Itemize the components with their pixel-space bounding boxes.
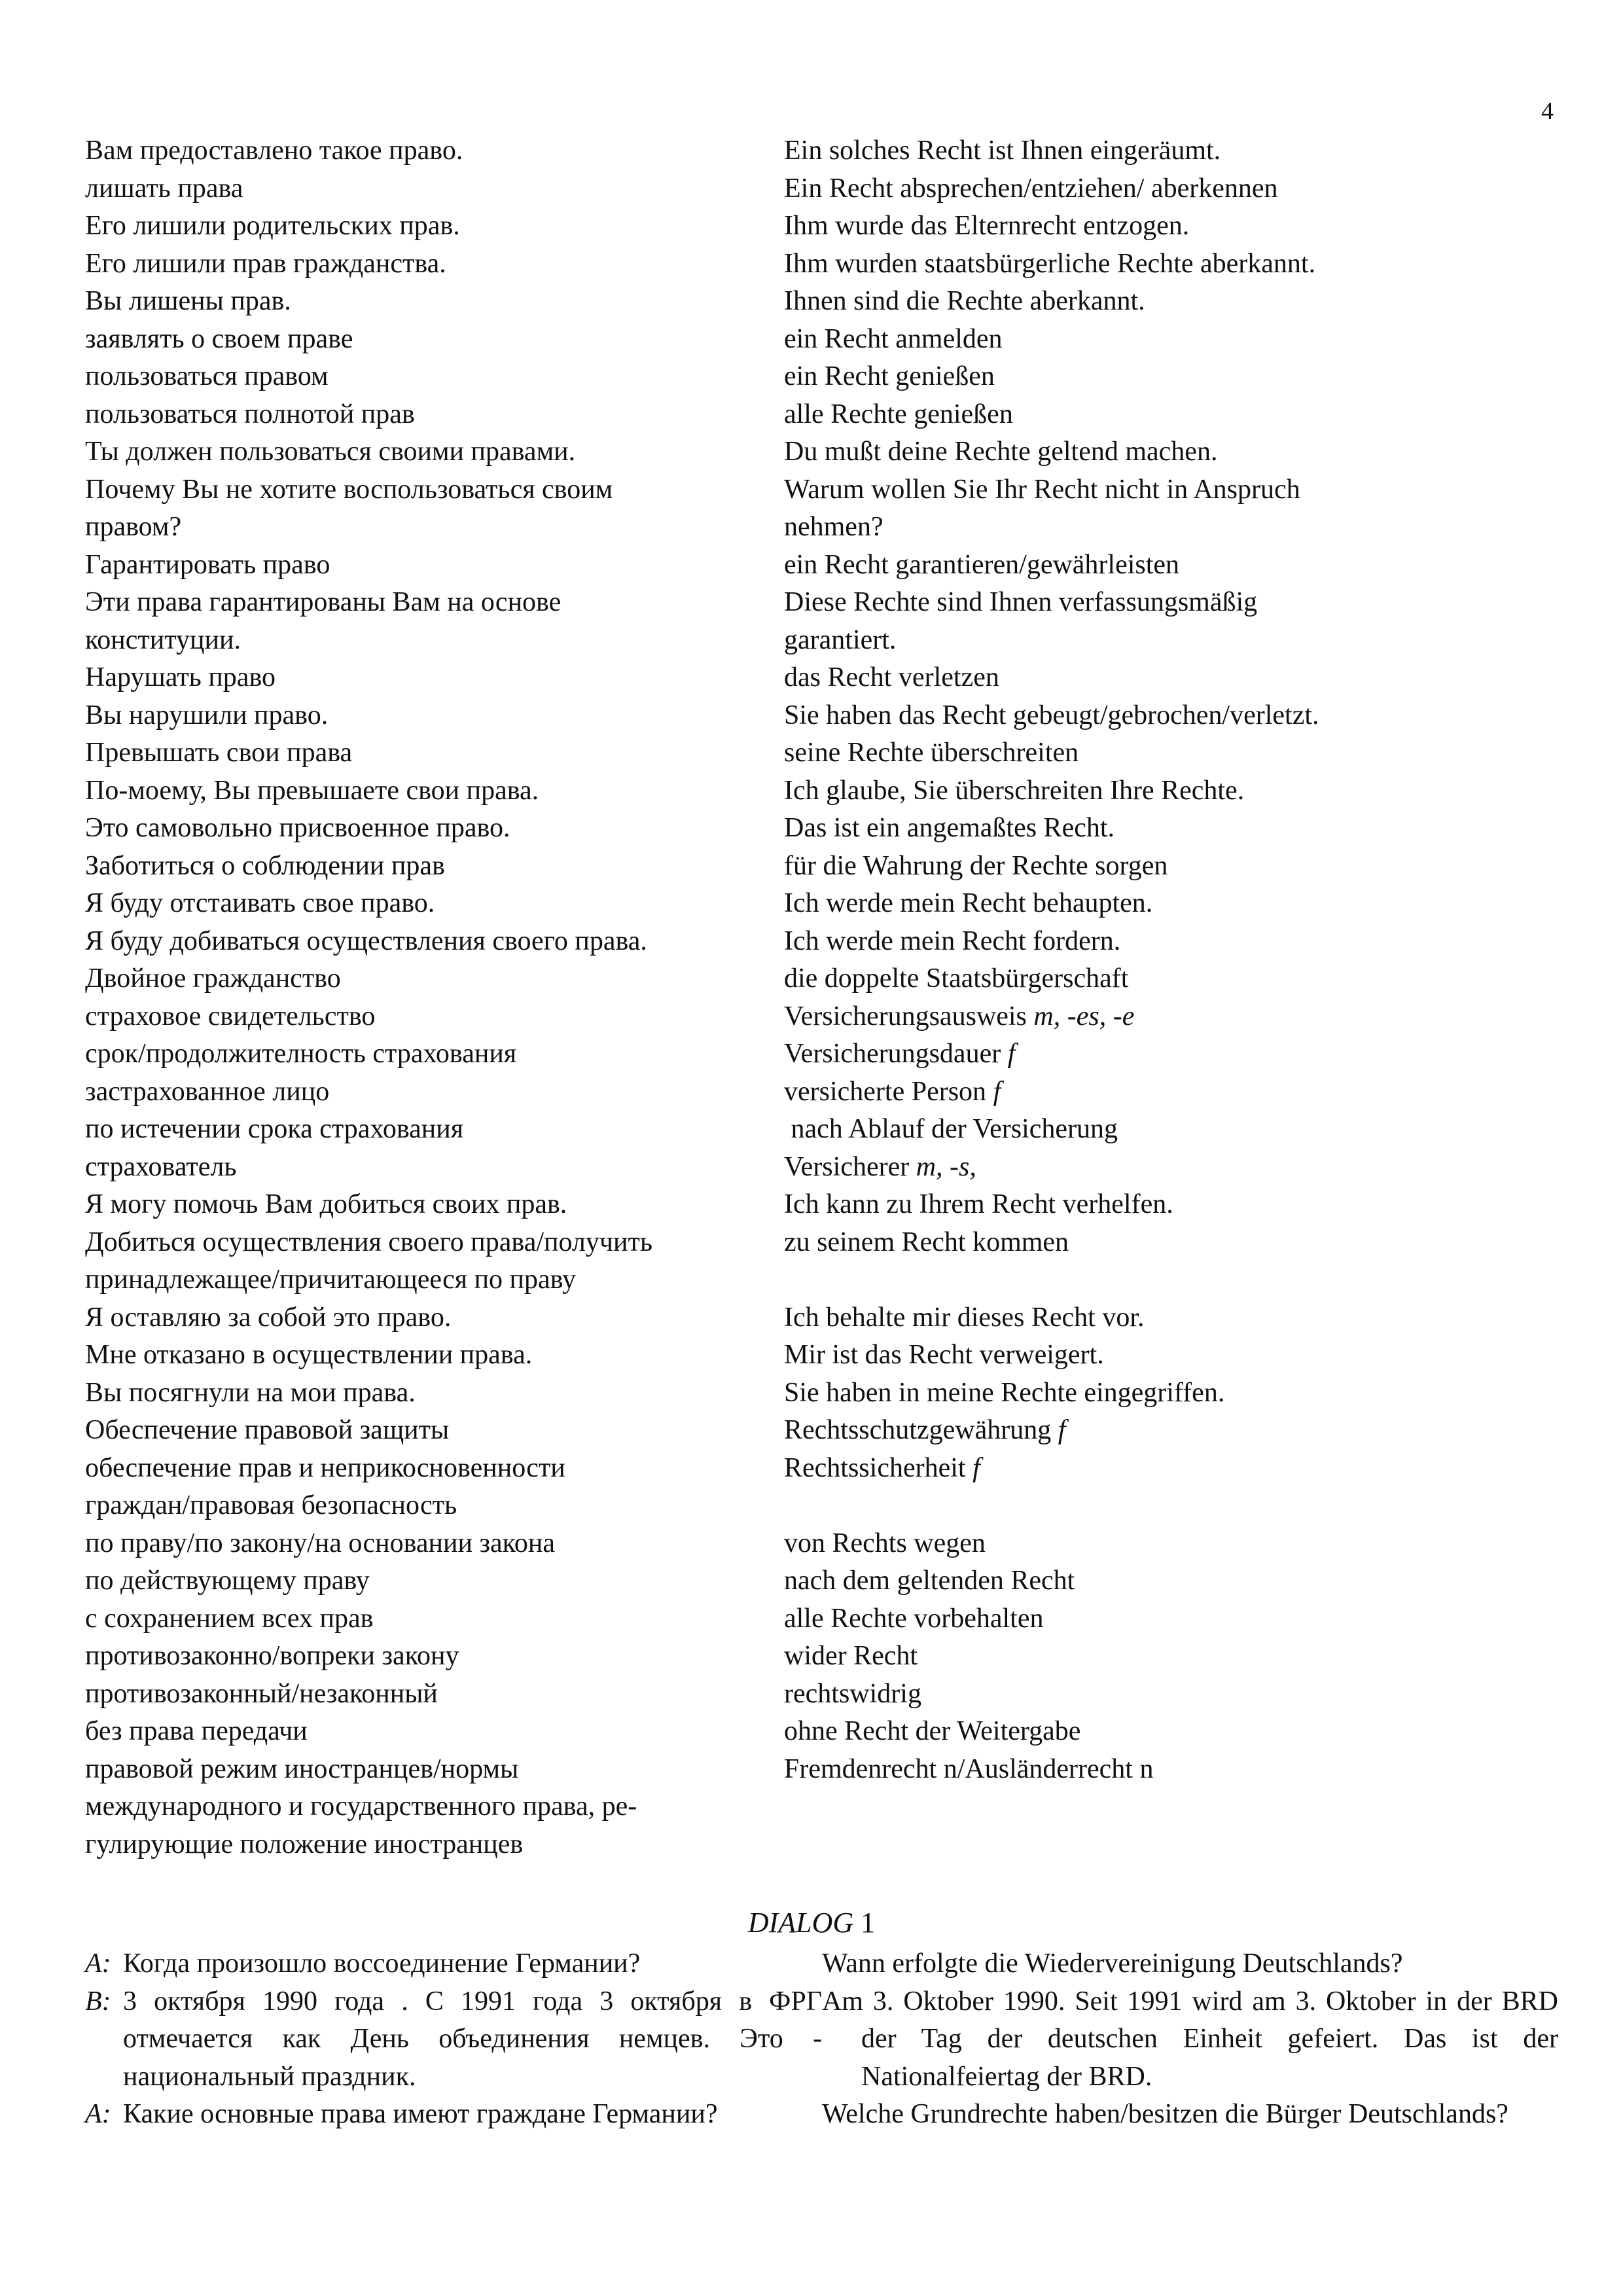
vocab-row	[85, 998, 1492, 1036]
russian-line: Заботиться о соблюдении прав	[85, 850, 445, 881]
speaker-label: A:	[85, 1948, 111, 1979]
russian-phrase	[85, 885, 784, 923]
german-phrase	[784, 471, 1492, 547]
russian-phrase	[85, 1374, 784, 1412]
russian-phrase	[85, 734, 784, 772]
vocab-row	[85, 659, 1492, 697]
german-line: Ich werde mein Recht fordern.	[784, 925, 1121, 956]
russian-line: пользоваться полнотой прав	[85, 399, 415, 429]
russian-line: по праву/по закону/на основании закона	[85, 1528, 556, 1558]
russian-line: по истечении срока страхования	[85, 1114, 464, 1144]
russian-phrase	[85, 1035, 784, 1073]
german-phrase	[784, 810, 1492, 848]
russian-phrase	[85, 1412, 784, 1450]
german-phrase	[784, 170, 1492, 208]
german-line: das Recht verletzen	[784, 662, 999, 692]
dialog-russian-text: Когда произошло воссоединение Германии?	[123, 1948, 641, 1979]
russian-line: По-моему, Вы превышаете свои права.	[85, 775, 539, 806]
german-line: Sie haben das Recht gebeugt/gebrochen/verletzt.	[784, 700, 1319, 730]
vocab-row	[85, 1336, 1492, 1374]
vocab-row	[85, 245, 1492, 283]
vocab-row	[85, 885, 1492, 923]
grammar-note: f	[965, 1452, 980, 1483]
russian-phrase	[85, 1525, 784, 1563]
russian-line: Я буду добиваться осуществления своего права.	[85, 925, 647, 956]
russian-phrase	[85, 547, 784, 584]
german-line: zu seinem Recht kommen	[784, 1227, 1069, 1257]
german-line: für die Wahrung der Rechte sorgen	[784, 850, 1168, 881]
russian-line: Вы посягнули на мои права.	[85, 1377, 416, 1408]
russian-phrase	[85, 132, 784, 170]
german-phrase	[784, 1073, 1492, 1111]
grammar-note: f	[986, 1076, 1001, 1107]
german-phrase	[784, 207, 1492, 245]
german-line: nach Ablauf der Versicherung	[784, 1114, 1118, 1144]
german-line: Ihm wurden staatsbürgerliche Rechte aberkannt.	[784, 248, 1316, 279]
russian-line: Вам предоставлено такое право.	[85, 135, 463, 166]
russian-line: Его лишили родительских прав.	[85, 211, 460, 241]
german-phrase	[784, 547, 1492, 584]
russian-phrase	[85, 1676, 784, 1713]
vocab-row	[85, 1412, 1492, 1450]
vocab-row	[85, 1149, 1492, 1187]
russian-phrase	[85, 1450, 784, 1525]
russian-line: Я буду отстаивать свое право.	[85, 888, 435, 918]
dialog-russian-text: 3 октября 1990 года . С 1991 года 3 октября в ФРГ отмечается как День объединения немцев. Это - национальный праздник.	[123, 1986, 822, 2092]
german-phrase	[784, 848, 1492, 886]
russian-line: противозаконный/незаконный	[85, 1678, 438, 1709]
russian-line: Вы лишены прав.	[85, 286, 291, 316]
german-line: Ich glaube, Sie überschreiten Ihre Rechte.	[784, 775, 1245, 806]
russian-line: правом?	[85, 512, 182, 542]
vocab-row	[85, 810, 1492, 848]
german-line: die doppelte Staatsbürgerschaft	[784, 963, 1129, 994]
dialog-turn	[85, 2096, 1508, 2134]
russian-phrase	[85, 283, 784, 321]
vocab-row	[85, 848, 1492, 886]
german-phrase	[784, 321, 1492, 359]
grammar-note: m, -es, -e	[1026, 1001, 1135, 1031]
russian-phrase	[85, 848, 784, 886]
russian-phrase	[85, 1111, 784, 1149]
german-line: Versicherer m, -s,	[784, 1151, 976, 1182]
vocab-row	[85, 1374, 1492, 1412]
russian-line: Добиться осуществления своего права/получить	[85, 1227, 652, 1257]
russian-line: Мне отказано в осуществлении права.	[85, 1340, 533, 1370]
russian-phrase	[85, 1713, 784, 1751]
speaker-label: B:	[85, 1986, 111, 2017]
german-line: ein Recht garantieren/gewährleisten	[784, 549, 1180, 580]
german-phrase	[784, 960, 1492, 998]
russian-phrase	[85, 998, 784, 1036]
russian-line: лишать права	[85, 173, 243, 204]
vocab-row	[85, 1224, 1492, 1299]
vocab-row	[85, 207, 1492, 245]
russian-phrase	[85, 810, 784, 848]
german-phrase	[784, 584, 1492, 659]
german-line: wider Recht	[784, 1641, 918, 1671]
vocab-row	[85, 1111, 1492, 1149]
dialog-german: Welche Grundrechte haben/besitzen die Bürger Deutschlands?	[822, 2099, 1508, 2129]
vocab-row	[85, 283, 1492, 321]
german-line: ein Recht genießen	[784, 361, 995, 391]
russian-phrase	[85, 245, 784, 283]
german-phrase	[784, 1299, 1492, 1337]
dialog-heading	[0, 1906, 1623, 1939]
german-line: Ihm wurde das Elternrecht entzogen.	[784, 211, 1190, 241]
german-line: alle Rechte genießen	[784, 399, 1013, 429]
german-phrase	[784, 1638, 1492, 1676]
german-line: nehmen?	[784, 512, 883, 542]
german-phrase	[784, 1751, 1492, 1864]
german-line: rechtswidrig	[784, 1678, 921, 1709]
german-phrase	[784, 358, 1492, 396]
german-line: seine Rechte überschreiten	[784, 738, 1079, 768]
german-phrase	[784, 1149, 1492, 1187]
page-number: 4	[1541, 98, 1554, 125]
russian-line: по действующему праву	[85, 1566, 370, 1596]
russian-line: срок/продолжителность страхования	[85, 1039, 517, 1069]
vocab-row	[85, 1299, 1492, 1337]
vocab-row	[85, 396, 1492, 434]
russian-line: международного и государственного права, ре-	[85, 1791, 637, 1821]
russian-phrase	[85, 1751, 784, 1864]
russian-line: принадлежащее/причитающееся по праву	[85, 1265, 577, 1295]
grammar-note: f	[1001, 1039, 1016, 1069]
russian-phrase	[85, 396, 784, 434]
dialog-russian-text: Какие основные права имеют граждане Германии?	[123, 2099, 718, 2129]
vocab-row	[85, 1751, 1492, 1864]
russian-phrase	[85, 697, 784, 735]
russian-phrase	[85, 960, 784, 998]
russian-line: противозаконно/вопреки закону	[85, 1641, 459, 1671]
german-phrase	[784, 1224, 1492, 1299]
vocab-row	[85, 433, 1492, 471]
grammar-note: m, -s,	[909, 1151, 976, 1182]
german-line: Sie haben in meine Rechte eingegriffen.	[784, 1377, 1225, 1408]
speaker-label: A:	[85, 2099, 111, 2129]
german-line: Du mußt deine Rechte geltend machen.	[784, 437, 1218, 467]
vocab-row	[85, 547, 1492, 584]
dialog-russian	[85, 2096, 822, 2134]
german-phrase	[784, 1035, 1492, 1073]
russian-phrase	[85, 659, 784, 697]
german-line: alle Rechte vorbehalten	[784, 1603, 1044, 1634]
vocab-row	[85, 1600, 1492, 1638]
russian-line: Я могу помочь Вам добиться своих прав.	[85, 1189, 567, 1219]
russian-line: Гарантировать право	[85, 549, 330, 580]
german-phrase	[784, 132, 1492, 170]
german-line: Diese Rechte sind Ihnen verfassungsmäßig	[784, 587, 1258, 617]
grammar-note: f	[1051, 1415, 1066, 1445]
russian-line: обеспечение прав и неприкосновенности	[85, 1452, 565, 1483]
dialog-german: Am 3. Oktober 1990. Seit 1991 wird am 3. Oktober in der BRD der Tag der deutschen Einheit gefeiert. Das ist der Nationalfeiertag der BRD.	[822, 1986, 1558, 2092]
vocab-row	[85, 584, 1492, 659]
vocab-row	[85, 1713, 1492, 1751]
dialog-number: 1	[853, 1907, 876, 1939]
russian-phrase	[85, 471, 784, 547]
russian-line: Двойное гражданство	[85, 963, 341, 994]
russian-line: Ты должен пользоваться своими правами.	[85, 437, 576, 467]
dialog-turn	[85, 1983, 1558, 2096]
german-phrase	[784, 1186, 1492, 1224]
german-line: Ich behalte mir dieses Recht vor.	[784, 1302, 1145, 1333]
german-phrase	[784, 245, 1492, 283]
russian-phrase	[85, 1562, 784, 1600]
vocab-row	[85, 1186, 1492, 1224]
russian-phrase	[85, 584, 784, 659]
russian-phrase	[85, 321, 784, 359]
dialog-turn	[85, 1945, 1486, 1983]
german-line: Ein Recht absprechen/entziehen/ aberkennen	[784, 173, 1278, 204]
german-line: garantiert.	[784, 624, 897, 655]
german-line: versicherte Person f	[784, 1076, 1001, 1107]
dialog-body	[85, 1945, 1558, 2134]
russian-line: Превышать свои права	[85, 738, 353, 768]
german-phrase	[784, 283, 1492, 321]
russian-phrase	[85, 1299, 784, 1337]
german-phrase	[784, 396, 1492, 434]
russian-phrase	[85, 1638, 784, 1676]
vocab-row	[85, 1073, 1492, 1111]
russian-line: Нарушать право	[85, 662, 276, 692]
german-phrase	[784, 1562, 1492, 1600]
russian-line: с сохранением всех прав	[85, 1603, 374, 1634]
russian-line: страховое свидетельство	[85, 1001, 376, 1031]
russian-phrase	[85, 1073, 784, 1111]
russian-phrase	[85, 1186, 784, 1224]
german-phrase	[784, 1676, 1492, 1713]
german-phrase	[784, 734, 1492, 772]
vocab-row	[85, 1450, 1492, 1525]
vocab-row	[85, 1562, 1492, 1600]
russian-phrase	[85, 1224, 784, 1299]
dialog-russian	[85, 1983, 822, 2096]
russian-phrase	[85, 923, 784, 961]
german-phrase	[784, 1412, 1492, 1450]
dialog-german: Wann erfolgte die Wiedervereinigung Deutschlands?	[822, 1948, 1403, 1979]
russian-phrase	[85, 358, 784, 396]
german-phrase	[784, 697, 1492, 735]
german-line: Ihnen sind die Rechte aberkannt.	[784, 286, 1145, 316]
vocab-row	[85, 1638, 1492, 1676]
german-phrase	[784, 1600, 1492, 1638]
vocab-row	[85, 923, 1492, 961]
german-line: nach dem geltenden Recht	[784, 1566, 1075, 1596]
russian-line: Почему Вы не хотите воспользоваться своим	[85, 474, 613, 505]
german-line: Ich werde mein Recht behaupten.	[784, 888, 1153, 918]
german-line: von Rechts wegen	[784, 1528, 986, 1558]
vocab-row	[85, 772, 1492, 810]
german-line: Das ist ein angemaßtes Recht.	[784, 813, 1115, 843]
dialog-russian	[85, 1945, 822, 1983]
russian-phrase	[85, 433, 784, 471]
russian-line: без права передачи	[85, 1716, 308, 1746]
russian-phrase	[85, 1149, 784, 1187]
german-line: Rechtsschutzgewährung f	[784, 1415, 1066, 1445]
german-phrase	[784, 1374, 1492, 1412]
german-line: Ich kann zu Ihrem Recht verhelfen.	[784, 1189, 1173, 1219]
german-phrase	[784, 998, 1492, 1036]
vocab-row	[85, 960, 1492, 998]
german-phrase	[784, 772, 1492, 810]
russian-line: гулирующие положение иностранцев	[85, 1829, 524, 1859]
german-phrase	[784, 659, 1492, 697]
vocab-row	[85, 132, 1492, 170]
russian-line: граждан/правовая безопасность	[85, 1490, 457, 1520]
german-line: ein Recht anmelden	[784, 323, 1003, 354]
russian-phrase	[85, 1600, 784, 1638]
vocab-row	[85, 1676, 1492, 1713]
german-line: ohne Recht der Weitergabe	[784, 1716, 1081, 1746]
russian-line: конституции.	[85, 624, 241, 655]
german-line: Warum wollen Sie Ihr Recht nicht in Anspruch	[784, 474, 1300, 505]
russian-line: пользоваться правом	[85, 361, 329, 391]
vocab-row	[85, 321, 1492, 359]
vocabulary-list	[85, 132, 1492, 1863]
german-phrase	[784, 885, 1492, 923]
russian-phrase	[85, 207, 784, 245]
german-line: Versicherungsdauer f	[784, 1039, 1016, 1069]
russian-line: Обеспечение правовой защиты	[85, 1415, 450, 1445]
german-line: Fremdenrecht n/Ausländerrecht n	[784, 1753, 1154, 1784]
german-phrase	[784, 1525, 1492, 1563]
dialog-title: DIALOG	[747, 1907, 854, 1939]
german-phrase	[784, 923, 1492, 961]
german-phrase	[784, 1111, 1492, 1149]
russian-line: Вы нарушили право.	[85, 700, 329, 730]
russian-line: Эти права гарантированы Вам на основе	[85, 587, 562, 617]
german-phrase	[784, 1713, 1492, 1751]
german-line: Versicherungsausweis m, -es, -e	[784, 1001, 1135, 1031]
vocab-row	[85, 358, 1492, 396]
russian-line: заявлять о своем праве	[85, 323, 353, 354]
german-phrase	[784, 1336, 1492, 1374]
vocab-row	[85, 734, 1492, 772]
russian-line: застрахованное лицо	[85, 1076, 330, 1107]
russian-phrase	[85, 170, 784, 208]
russian-phrase	[85, 772, 784, 810]
german-phrase	[784, 1450, 1492, 1525]
russian-line: Это самовольно присвоенное право.	[85, 813, 510, 843]
russian-line: правовой режим иностранцев/нормы	[85, 1753, 519, 1784]
vocab-row	[85, 1525, 1492, 1563]
vocab-row	[85, 471, 1492, 547]
german-line: Rechtssicherheit f	[784, 1452, 980, 1483]
german-phrase	[784, 433, 1492, 471]
vocab-row	[85, 1035, 1492, 1073]
vocab-row	[85, 697, 1492, 735]
russian-line: Его лишили прав гражданства.	[85, 248, 446, 279]
russian-line: страхователь	[85, 1151, 237, 1182]
german-line: Ein solches Recht ist Ihnen eingeräumt.	[784, 135, 1221, 166]
russian-phrase	[85, 1336, 784, 1374]
german-line: Mir ist das Recht verweigert.	[784, 1340, 1104, 1370]
russian-line: Я оставляю за собой это право.	[85, 1302, 452, 1333]
vocab-row	[85, 170, 1492, 208]
